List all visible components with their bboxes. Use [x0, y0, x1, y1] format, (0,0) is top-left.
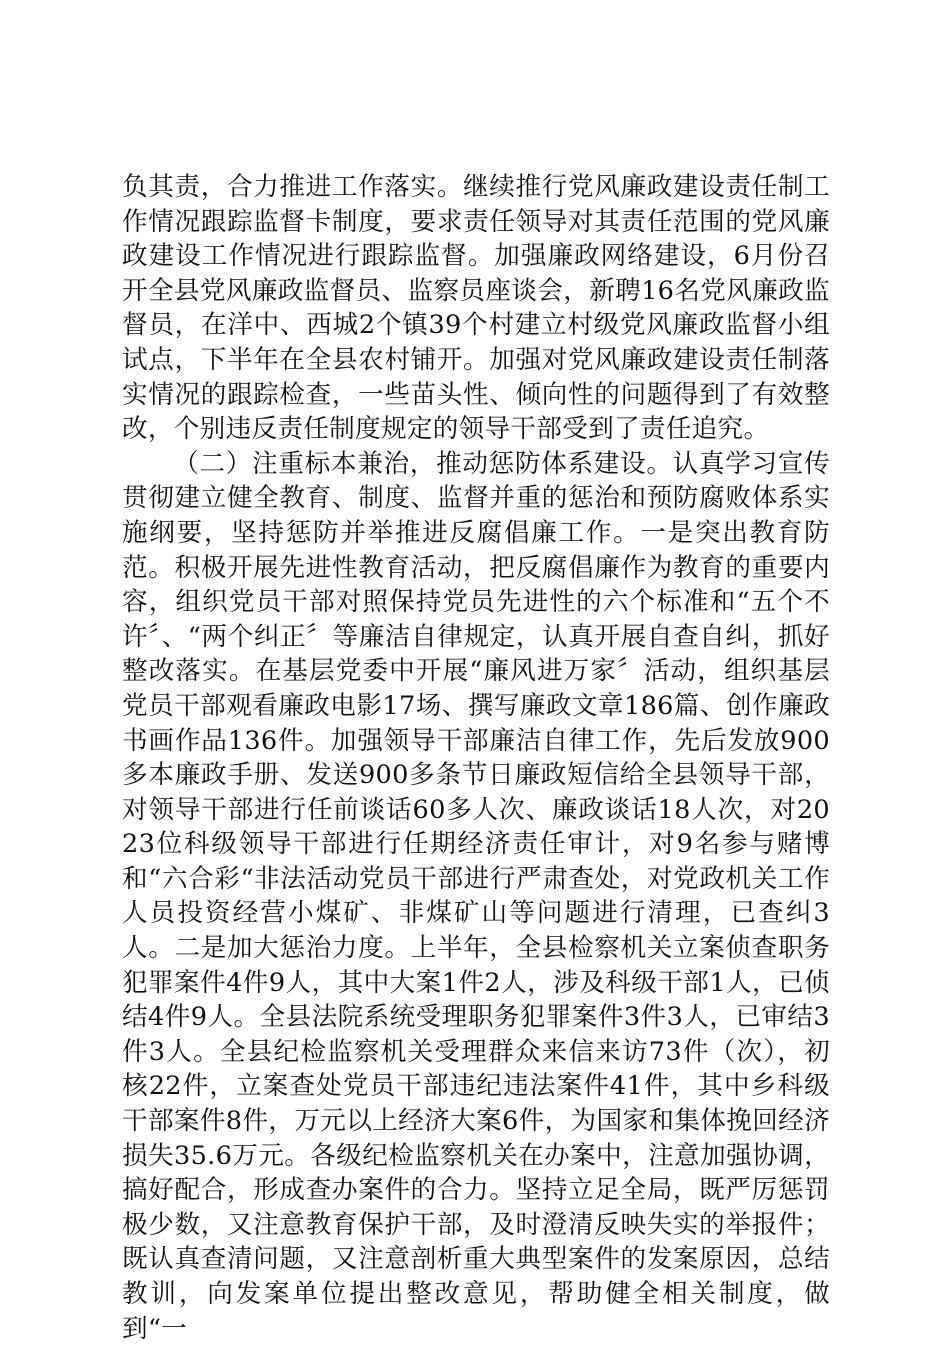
paragraph-responsibility-system: 负其责，合力推进工作落实。继续推行党风廉政建设责任制工作情况跟踪监督卡制度，要求责任领导对其责任范围的党风廉政建设工作情况进行跟踪监督。加强廉政网络建设，6月份召开全县党风廉政监督员、监察员座谈会，新聘16名党风廉政监督员，在洋中、西城2个镇39个村建立村级党风廉政监督小组试点，下半年在全县农村铺开。加强对党风廉政建设责任制落实情况的跟踪检查，一些苗头性、倾向性的问题得到了有效整改，个别违反责任制度规定的领导干部受到了责任追究。 — [122, 172, 830, 445]
paragraph-prevention-system: （二）注重标本兼治，推动惩防体系建设。认真学习宣传贯彻建立健全教育、制度、监督并重的惩治和预防腐败体系实施纲要，坚持惩防并举推进反腐倡廉工作。一是突出教育防范。积极开展先进性教育活动，把反腐倡廉作为教育的重要内容，组织党员干部对照保持党员先进性的六个标准和“五个不许〞、“两个纠正〞等廉洁自律规定，认真开展自查自纠，抓好整改落实。在基层党委中开展“廉风进万家〞活动，组织基层党员干部观看廉政电影17场、撰写廉政文章186篇、创作廉政书画作品136件。加强领导干部廉洁自律工作，先后发放900多本廉政手册、发送900多条节日廉政短信给全县领导干部，对领导干部进行任前谈话60多人次、廉政谈话18人次，对2023位科级领导干部进行任期经济责任审计，对9名参与赌博和“六合彩“非法活动党员干部进行严肃查处，对党政机关工作人员投资经营小煤矿、非煤矿山等问题进行清理，已查纠3人。二是加大惩治力度。上半年，全县检察机关立案侦查职务犯罪案件4件9人，其中大案1件2人，涉及科级干部1人，已侦结4件9人。全县法院系统受理职务犯罪案件3件3人，已审结3件3人。全县纪检监察机关受理群众来信来访73件（次），初核22件，立案查处党员干部违纪违法案件41件，其中乡科级干部案件8件，万元以上经济大案6件，为国家和集体挽回经济损失35.6万元。各级纪检监察机关在办案中，注意加强协调，搞好配合，形成查办案件的合力。坚持立足全局，既严厉惩罚极少数，又注意教育保护干部，及时澄清反映失实的举报件；既认真查清问题，又注意剖析重大典型案件的发案原因，总结教训，向发案单位提出整改意见，帮助健全相关制度，做到“一 — [122, 448, 830, 1344]
body-text — [122, 170, 830, 1346]
